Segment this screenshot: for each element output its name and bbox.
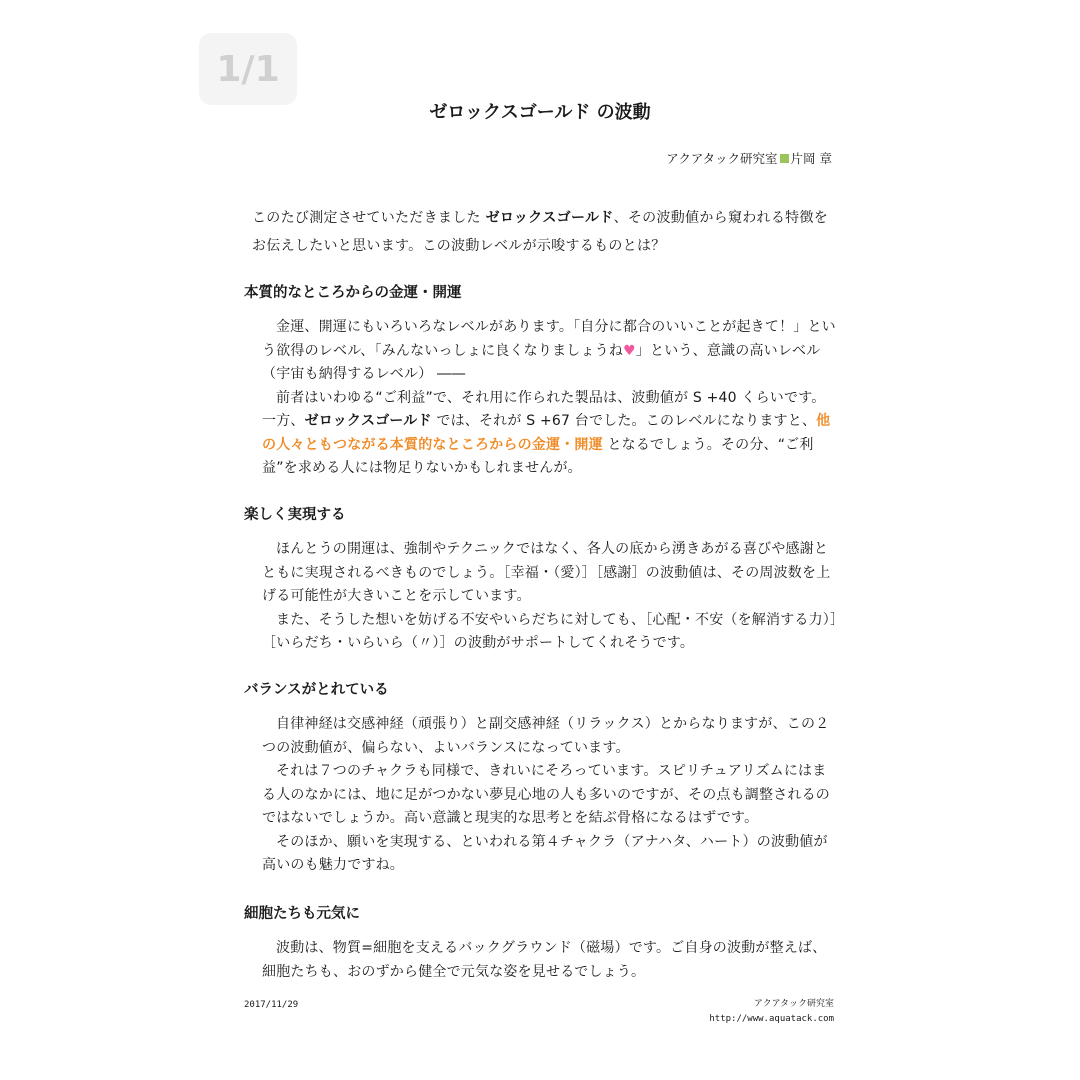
paragraph: ほんとうの開運は、強制やテクニックではなく、各人の底から湧きあがる喜びや感謝とともに実現されるべきものでしょう。［幸福・（愛）］［感謝］の波動値は、その周波数を上げる可能性が大きいことを示しています。 xyxy=(262,541,831,604)
section-heading-balance: バランスがとれている xyxy=(244,682,389,698)
paragraph: また、そうした想いを妨げる不安やいらだちに対しても、［心配・不安（を解消する力）］［いらだち・いらいら（〃）］の波動がサポートしてくれそうです。 xyxy=(262,611,838,651)
section-body-fortune xyxy=(262,316,838,481)
paragraph: そのほか、願いを実現する、といわれる第４チャクラ（アナハタ、ハート）の波動値が高いのも魅力ですね。 xyxy=(262,833,828,873)
text: 」という、意識の高いレベル（宇宙も納得するレベル） ―― xyxy=(262,342,821,382)
footer-date: 2017/11/29 xyxy=(244,1000,299,1010)
author-name: 片岡 章 xyxy=(790,151,832,166)
footer-org: アクアタック研究室 xyxy=(753,999,834,1009)
section-heading-cells: 細胞たちも元気に xyxy=(244,906,360,922)
highlight-text: 他の人々ともつながる本質的なところからの金運・開運 xyxy=(262,413,831,453)
square-icon xyxy=(780,154,789,163)
section-body-cells xyxy=(262,937,838,984)
page-indicator: 1/1 xyxy=(199,33,297,105)
text: となるでしょう。その分、“ご利益”を求める人には物足りないかもしれませんが。 xyxy=(262,436,814,476)
paragraph xyxy=(262,316,838,387)
paragraph: それは７つのチャクラも同様で、きれいにそろっています。スピリチュアリズムにはまる人のなかには、地に足がつかない夢見心地の人も多いのですが、その点も調整されるのではないでしょうか。高い意識と現実的な思考とを結ぶ骨格になるはずです。 xyxy=(262,763,830,826)
paragraph: 波動は、物質=細胞を支えるバックグラウンド（磁場）です。ご自身の波動が整えば、細胞たちも、おのずから健全で元気な姿を見せるでしょう。 xyxy=(262,940,827,980)
author-line xyxy=(666,149,832,167)
product-name: ゼロックスゴールド xyxy=(304,413,432,429)
author-org: アクアタック研究室 xyxy=(666,151,778,166)
section-heading-fortune: 本質的なところからの金運・開運 xyxy=(244,285,462,301)
product-name: ゼロックスゴールド xyxy=(485,210,614,226)
text: 前者はいわゆる“ご利益”で、それ用に作られた製品は、波動値が S +40 くらいです。一方、 xyxy=(262,389,826,429)
intro-text-2: 、その波動値から窺われる特徴をお伝えしたいと思います。この波動レベルが示唆するものとは？ xyxy=(252,210,829,254)
text: 金運、開運にもいろいろなレベルがあります。「自分に都合のいいことが起きて！」という欲得のレベル、「みんないっしょに良くなりましょうね xyxy=(262,319,836,359)
section-body-realize xyxy=(262,538,838,656)
paragraph: 自律神経は交感神経（頑張り）と副交感神経（リラックス）とからなりますが、この２つの波動値が、偏らない、よいバランスになっています。 xyxy=(262,716,830,756)
section-heading-realize: 楽しく実現する xyxy=(244,507,346,523)
section-body-balance xyxy=(262,713,838,878)
heart-icon: ♥ xyxy=(623,342,636,359)
text: では、それが S +67 台でした。このレベルになりますと、 xyxy=(431,413,817,429)
paragraph xyxy=(262,387,838,481)
footer-url: http://www.aquatack.com xyxy=(709,1014,834,1024)
page-title: ゼロックスゴールド の波動 xyxy=(429,102,651,123)
intro-paragraph xyxy=(252,204,837,260)
footer-org-block xyxy=(709,997,834,1027)
intro-text-1: このたび測定させていただきました xyxy=(252,210,486,226)
